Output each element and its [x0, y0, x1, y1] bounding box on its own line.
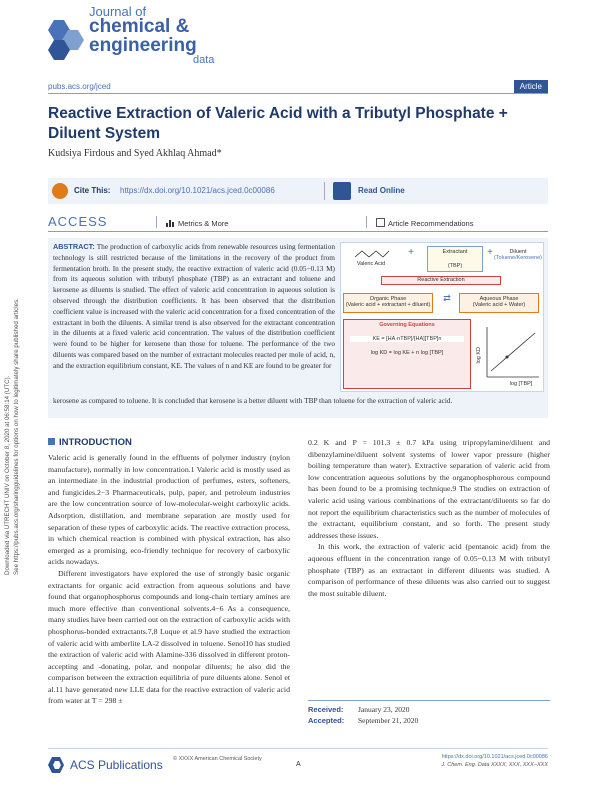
access-separator — [156, 216, 157, 228]
toc-axis-x: log [TBP] — [509, 381, 533, 387]
cite-label: Cite This: — [74, 186, 111, 195]
section-marker-icon — [48, 438, 55, 445]
toc-graphic — [340, 242, 544, 392]
received-label: Received: — [308, 705, 344, 714]
toc-aqueous-box — [459, 293, 539, 313]
toc-plus-sign: + — [408, 247, 414, 258]
page-number: A — [296, 761, 301, 768]
accepted-row — [308, 715, 550, 726]
left-column — [48, 452, 290, 707]
journal-url-link[interactable]: pubs.acs.org/jced — [48, 82, 111, 91]
molecule-icon — [353, 247, 393, 261]
journal-header-bar — [48, 80, 548, 94]
page-footer — [48, 748, 548, 784]
intro-paragraph-2: Different investigators have explored the use of strongly basic organic extractants for organic acid extraction from aqueous solutions and have found that organophosphorus compounds and long-chain tertiary amines are much more effective than conventional solvents.4−6 As a consequence, many studies have been carried out on the extraction of carboxylic acids with phosphorus-bonded extractants.7,8 Luque et al.9 have studied the extraction of valeric acid with amberlite LA-2 dissolved in toluene. Senol10 has studied the extraction of valeric acid with Alamine-336 dissolved in different proton-accepting and -donating, polar, and nonpolar diluents; he also did the comparison between the extraction equilibria of pure diluents alone. Senol et al.11 have generated new LLE data for the reactive extraction of valeric acid from water at T = 298 ± — [48, 568, 290, 706]
toc-eq2: log KD = log KE + n log [TBP] — [370, 350, 444, 356]
toc-tbp: (TBP) — [447, 263, 463, 269]
abstract-body — [53, 242, 335, 372]
toc-eq1: KE = [HA·nTBP]/[HA][TBP]n — [350, 336, 464, 342]
footer-citation: J. Chem. Eng. Data XXXX, XXX, XXX−XXX — [441, 762, 548, 768]
toc-organic-sub: (Valeric acid + extractant + diluent) — [345, 302, 431, 308]
toc-extractant-box — [427, 246, 483, 272]
toc-diluent-box — [493, 249, 543, 261]
toc-organic-box — [343, 293, 433, 313]
toc-extractant: Extractant — [442, 249, 468, 255]
toc-arrow: ⇄ — [443, 293, 451, 303]
logo-journal-of: Journal of — [89, 4, 147, 19]
acs-logo-icon — [48, 756, 66, 774]
logo-chemical: chemical & — [89, 16, 190, 37]
access-bar — [48, 214, 548, 232]
read-online-link[interactable]: Read Online — [358, 186, 405, 195]
toc-aqueous: Aqueous Phase — [479, 296, 519, 302]
abstract-label: ABSTRACT: — [53, 242, 95, 251]
copyright-text: © XXXX American Chemical Society — [173, 756, 262, 762]
introduction-heading-text: INTRODUCTION — [59, 437, 132, 448]
toc-diluent: Diluent — [509, 249, 527, 255]
received-row — [308, 704, 550, 715]
toc-governing: Governing Equations — [379, 322, 435, 328]
recommendations-link[interactable]: Article Recommendations — [388, 219, 474, 228]
toc-plus-sign-2: + — [487, 247, 493, 258]
journal-logo[interactable] — [48, 4, 298, 74]
download-notice-line-2: See https://pubs.acs.org/sharingguidelines for options on how to legitimately share published articles. — [13, 298, 20, 575]
toc-reactive: Reactive Extraction — [381, 276, 501, 285]
logo-engineering: engineering — [89, 35, 197, 56]
footer-rule — [48, 748, 548, 749]
abstract-panel — [48, 238, 548, 418]
cite-icon — [52, 183, 68, 199]
cite-doi-link[interactable]: https://dx.doi.org/10.1021/acs.jced.0c00086 — [120, 186, 275, 195]
logo-data: data — [193, 54, 215, 66]
toc-valeric-acid: Valeric Acid — [356, 261, 386, 267]
toc-organic: Organic Phase — [369, 296, 407, 302]
access-separator — [366, 216, 367, 228]
footer-doi-link[interactable]: https://dx.doi.org/10.1021/acs.jced.0c00086 — [441, 754, 548, 760]
article-title: Reactive Extraction of Valeric Acid with a Tributyl Phosphate + Diluent System — [48, 105, 508, 142]
recommendations-icon — [376, 218, 385, 227]
intro-paragraph-1: Valeric acid is generally found in the effluents of polymer industry (nylon manufacture), normally in low concentration.1 Valeric acid is mostly used as an intermediate in the industrial production of perfumes, esters, softeners, and fungicides.2−3 Pharmaceuticals, pulp, paper, and petroleum industries are the low concentration source of low-molecular-weight carboxylic acids. Adsorption, distillation, and membrane separation are mostly used for separation of these types of carboxylic acids. The reactive extraction process, in which chemical reaction is combined with physical extraction, has also emerged as a promising, eco-friendly technique for recovery of carboxylic acids nowadays. — [48, 453, 290, 567]
metrics-link[interactable]: Metrics & More — [178, 219, 229, 228]
journal-logo-icon — [48, 20, 86, 60]
toc-plot — [477, 323, 541, 387]
toc-governing-box — [343, 319, 471, 389]
toc-axis-y: log KD — [476, 347, 482, 364]
download-notice-line-1: Downloaded via UTRECHT UNIV on October 8, 2020 at 06:58:14 (UTC). — [4, 375, 11, 575]
toc-diluent-sub: (Toluene/Kerosene) — [493, 255, 542, 261]
intro-paragraph-4: In this work, the extraction of valeric acid (pentanoic acid) from the aqueous effluent in the concentration range of 0.05−0.13 M with tributyl phosphate (TBP) as an extractant in different diluents was studied. A comparison of performance of these diluents was also carried out to suggest the most suitable diluent. — [308, 542, 550, 598]
acs-publications-link[interactable]: ACS Publications — [70, 758, 163, 772]
introduction-heading — [48, 437, 132, 448]
access-label: ACCESS — [48, 214, 108, 229]
article-type-badge: Article — [514, 80, 548, 93]
abstract-tail: kerosene as compared to toluene. It is concluded that kerosene is a better diluent with TBP than toluene for the extraction of valeric acid. — [53, 396, 453, 405]
right-column — [308, 437, 550, 599]
download-notice — [2, 95, 24, 575]
accepted-label: Accepted: — [308, 716, 345, 725]
bar-chart-icon — [166, 219, 174, 227]
toc-aqueous-sub: (Valeric acid + Water) — [472, 302, 526, 308]
article-authors[interactable]: Kudsiya Firdous and Syed Akhlaq Ahmad* — [48, 148, 222, 159]
intro-paragraph-3: 0.2 K and P = 101.3 ± 0.7 kPa using tripropylamine/diluent and dibenzylamine/diluent solvent systems of lower vapor pressure (higher boiling temperature than water). Extractive separation of valeric acid from low concentration aqueous solutions by the organophosphorous compound has been found to be a promising technique.9 The studies on extraction of valeric acid using various combinations of the extractant/diluents so far do not report the equilibrium characteristics such as the number of molecules of the extractant, equilibrium constant, and so forth. The present study addresses these issues. — [308, 438, 550, 540]
cite-bar — [48, 178, 548, 204]
read-online-icon[interactable] — [333, 182, 351, 200]
article-history — [308, 700, 550, 726]
abstract-text: The production of carboxylic acids from renewable resources using fermentation technology is still restricted because of the limitations in the recovery of the product from fermentation broth. In the present study, the reactive extraction of valeric acid (0.05−0.13 M) from its aqueous solution with tributyl phosphate (TBP) as an extractant and toluene and kerosene as diluents is studied. The effect of valeric acid concentration in aqueous solution is observed through the distribution coefficients. It has been observed that the distribution coefficient value is increased with the valeric acid concentration for a fixed concentration of the extractant in both the diluents. A similar trend is also observed for the extractant concentration in the diluents at a fixed valeric acid concentration. The values of the distribution coefficient were found to be higher for kerosene than those for toluene. The performance of the two diluents was compared based on the number of extractant molecules reacted per mole of acid, n, and the extraction equilibrium constant, KE. The values of n and KE are found to be greater for — [53, 242, 335, 370]
received-date: January 23, 2020 — [358, 705, 410, 714]
accepted-date: September 21, 2020 — [358, 716, 419, 725]
cite-divider — [324, 182, 325, 200]
